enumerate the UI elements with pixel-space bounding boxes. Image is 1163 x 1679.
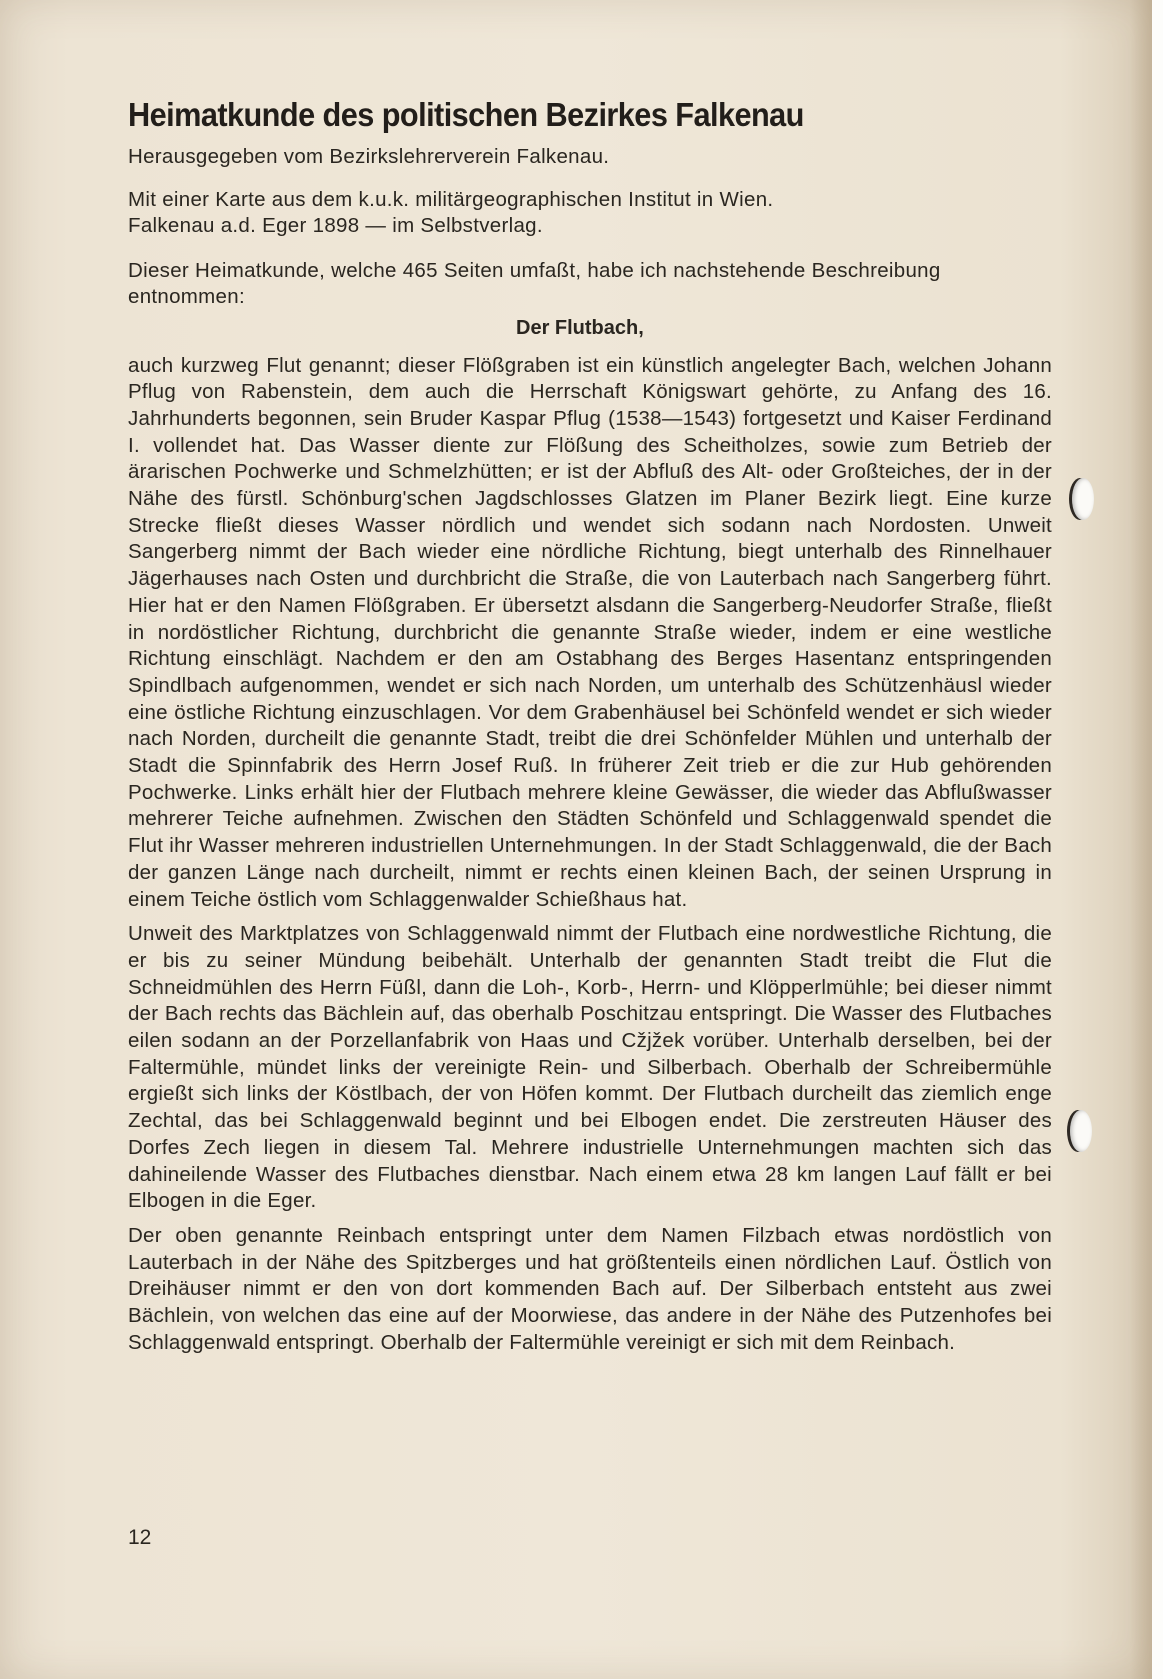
page-edge-shadow xyxy=(1130,0,1152,1679)
body-paragraph-1: auch kurzweg Flut genannt; dieser Flößgraben ist ein künstlich angelegter Bach, welchen Johann Pflug von Rabenstein, dem auch die Herrschaft Königswart gehörte, zu Anfang des 16. Jahrhunderts begonnen, sein Bruder Kaspar Pflug (1538—1543) fortgesetzt und Kaiser Ferdinand I. vollendet hat. Das Wasser diente zur Flößung des Scheitholzes, sowie zum Betrieb der ärarischen Pochwerke und Schmelzhütten; er ist der Abfluß des Alt- oder Großteiches, der in der Nähe des fürstl. Schönburg'schen Jagdschlosses Glatzen im Planer Bezirk liegt. Eine kurze Strecke fließt dieses Wasser nördlich und wendet sich sodann nach Nordosten. Unweit Sangerberg nimmt der Bach wieder eine nördliche Richtung, biegt unterhalb des Rinnelhauer Jägerhauses nach Osten und durchbricht die Straße, die von Lauterbach nach Sangerberg führt. Hier hat er den Namen Flößgraben. Er übersetzt alsdann die Sangerberg-Neudorfer Straße, fließt in nordöstlicher Richtung, durchbricht die genannte Straße wieder, indem er eine westliche Richtung einschlägt. Nachdem er den am Ostabhang des Berges Hasentanz entspringenden Spindlbach aufgenommen, wendet er sich nach Norden, um unterhalb des Schützenhäusl wieder eine östliche Richtung einzuschlagen. Vor dem Grabenhäusel bei Schönfeld wendet er sich wieder nach Norden, durcheilt die genannte Stadt, treibt die drei Schönfelder Mühlen und unterhalb der Stadt die Spinnfabrik des Herrn Josef Ruß. In früherer Zeit trieb er die zur Hub gehörenden Pochwerke. Links erhält hier der Flutbach mehrere kleine Gewässer, die wieder das Abflußwasser mehrerer Teiche aufnehmen. Zwischen den Städten Schönfeld und Schlaggenwald spendet die Flut ihr Wasser mehreren industriellen Unternehmungen. In der Stadt Schlaggenwald, die der Bach der ganzen Länge nach durcheilt, nimmt er rechts einen kleinen Bach, der seinen Ursprung in einem Teiche östlich vom Schlaggenwalder Schießhaus hat. xyxy=(128,353,1052,911)
document-title: Heimatkunde des politischen Bezirkes Falkenau xyxy=(128,96,804,133)
intro-paragraph: Dieser Heimatkunde, welche 465 Seiten umfaßt, habe ich nachstehende Beschreibung entnommen: xyxy=(128,258,941,308)
publisher-line: Herausgegeben vom Bezirkslehrerverein Falkenau. xyxy=(128,145,610,168)
page-number: 12 xyxy=(128,1526,152,1549)
page-content xyxy=(128,92,1052,1365)
map-line: Mit einer Karte aus dem k.u.k. militärgeographischen Institut in Wien. xyxy=(128,187,774,211)
punch-hole-bottom xyxy=(1070,1110,1092,1152)
body-paragraph-2: Unweit des Marktplatzes von Schlaggenwald nimmt der Flutbach eine nordwestliche Richtung, die er bis zu seiner Mündung beibehält. Unterhalb der genannten Stadt treibt die Flut die Schneidmühlen des Herrn Füßl, dann die Loh-, Korb-, Herrn- und Klöpperlmühle; bei dieser nimmt der Bach rechts das Bächlein auf, das oberhalb Poschitzau entspringt. Die Wasser des Flutbaches eilen sodann an der Porzellanfabrik von Haas und Cžjžek vorüber. Unterhalb derselben, bei der Faltermühle, mündet links der vereinigte Rein- und Silberbach. Oberhalb der Schreibermühle ergießt sich links der Köstlbach, der von Höfen kommt. Der Flutbach durcheilt das ziemlich enge Zechtal, das bei Schlaggenwald beginnt und bei Elbogen endet. Die zerstreuten Häuser des Dorfes Zech liegen in diesem Tal. Mehrere industrielle Unternehmungen machten sich das dahineilende Wasser des Flutbaches dienstbar. Nach einem etwa 28 km langen Lauf fällt er bei Elbogen in die Eger. xyxy=(128,922,1052,1213)
punch-hole-top xyxy=(1072,478,1094,520)
place-line: Falkenau a.d. Eger 1898 — im Selbstverlag. xyxy=(128,214,543,237)
body-paragraph-3: Der oben genannte Reinbach entspringt unter dem Namen Filzbach etwas nordöstlich von Lauterbach in der Nähe des Spitzberges und hat größtenteils einen nördlichen Lauf. Östlich von Dreihäuser nimmt er den von dort kommenden Bach auf. Der Silberbach entsteht aus zwei Bächlein, von welchen das eine auf der Moorwiese, das andere in der Nähe des Putzenhofes bei Schlaggenwald entspringt. Oberhalb der Faltermühle vereinigt er sich mit dem Reinbach. xyxy=(128,1224,1052,1354)
section-heading: Der Flutbach, xyxy=(516,316,644,339)
